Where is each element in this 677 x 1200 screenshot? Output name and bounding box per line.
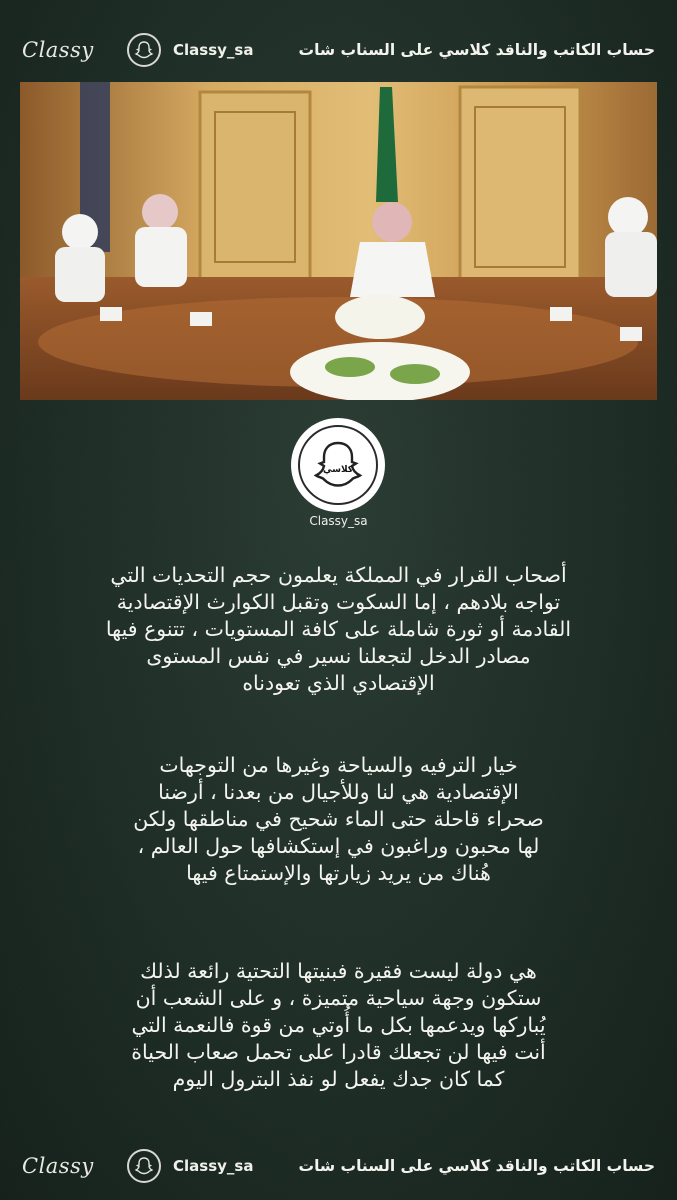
header-bar xyxy=(0,22,677,78)
paragraph-2 xyxy=(28,752,649,887)
paragraph-line: الإقتصادية هي لنا وللأجيال من بعدنا ، أرضنا xyxy=(158,780,519,804)
header-title: حساب الكاتب والناقد كلاسي على السناب شات xyxy=(298,41,655,59)
snapchat-badge xyxy=(291,418,385,512)
paragraph-line: هُناك من يريد زيارتها والإستمتاع فيها xyxy=(186,861,491,885)
paragraph-line: تواجه بلادهم ، إما السكوت وتقبل الكوارث الإقتصادية xyxy=(116,590,561,614)
paragraph-line: ستكون وجهة سياحية متميزة ، و على الشعب أن xyxy=(135,986,542,1010)
snapchat-ghost-icon xyxy=(127,1149,161,1183)
badge-label: كلاسي xyxy=(322,465,354,475)
paragraph-line: أنت فيها لن تجعلك قادرا على تحمل صعاب الحياة xyxy=(131,1040,546,1064)
paragraph-line: أصحاب القرار في المملكة يعلمون حجم التحديات التي xyxy=(110,563,567,587)
footer-title: حساب الكاتب والناقد كلاسي على السناب شات xyxy=(298,1157,655,1175)
paragraph-line: القادمة أو ثورة شاملة على كافة المستويات ، تتنوع فيها xyxy=(105,617,572,641)
paragraph-line: خيار الترفيه والسياحة وغيرها من التوجهات xyxy=(159,753,518,777)
paragraph-1 xyxy=(28,562,649,697)
paragraph-line: يُباركها ويدعمها بكل ما أُوتي من قوة فالنعمة التي xyxy=(131,1013,546,1037)
snapchat-handle: Classy_sa xyxy=(173,1157,254,1175)
meeting-photo xyxy=(20,82,657,400)
paragraph-line: هي دولة ليست فقيرة فبنيتها التحتية رائعة لذلك xyxy=(140,959,537,983)
badge-handle: Classy_sa xyxy=(309,514,368,528)
footer-bar xyxy=(0,1138,677,1194)
snapchat-ghost-icon xyxy=(127,33,161,67)
paragraph-line: كما كان جدك يفعل لو نفذ البترول اليوم xyxy=(172,1067,505,1091)
classy-logo: Classy xyxy=(22,1154,94,1178)
paragraph-line: صحراء قاحلة حتى الماء شحيح في مناطقها ولكن xyxy=(133,807,544,831)
paragraph-line: مصادر الدخل لتجعلنا نسير في نفس المستوى xyxy=(146,644,531,668)
paragraph-line: لها محبون وراغبون في إستكشافها حول العالم ، xyxy=(137,834,540,858)
paragraph-3 xyxy=(28,958,649,1093)
paragraph-line: الإقتصادي الذي تعودناه xyxy=(242,671,435,695)
classy-logo: Classy xyxy=(22,38,94,62)
snapchat-ghost-icon xyxy=(298,425,378,505)
snapchat-handle: Classy_sa xyxy=(173,41,254,59)
